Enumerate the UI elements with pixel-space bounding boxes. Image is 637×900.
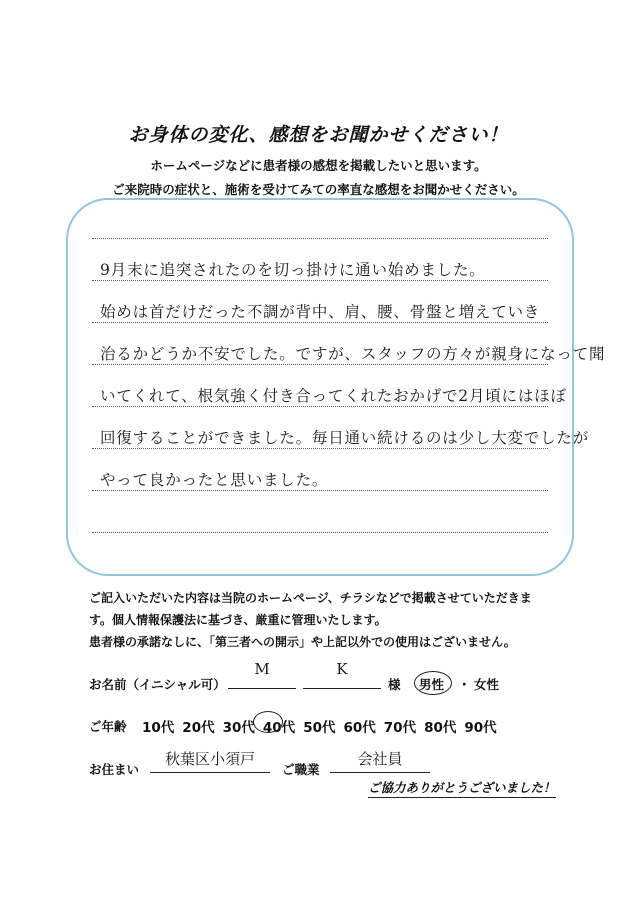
age-label: ご年齢 — [89, 719, 127, 734]
writing-rule — [92, 364, 548, 365]
gender-selected-mark — [414, 671, 452, 695]
age-option[interactable]: 30代 — [222, 720, 255, 736]
age-options — [142, 716, 497, 736]
initial-last[interactable]: K — [336, 660, 348, 678]
age-option[interactable]: 20代 — [182, 720, 215, 736]
page-title: お身体の変化、感想をお聞かせください！ — [128, 124, 509, 146]
address-value[interactable]: 秋葉区小須戸 — [164, 750, 255, 768]
initial-first[interactable]: M — [254, 660, 270, 678]
thanks-message: ご協力ありがとうございました！ — [368, 778, 556, 798]
initial-first-line — [228, 688, 296, 689]
subtitle-2: ご来院時の症状と、施術を受けてみての率直な感想をお聞かせください。 — [112, 182, 525, 197]
age-option[interactable]: 80代 — [424, 720, 457, 736]
writing-rule — [92, 280, 548, 281]
age-option[interactable]: 60代 — [343, 720, 376, 736]
notice-line-3: 患者様の承諾なしに、「第三者への開示」や上記以外での使用はございません。 — [89, 635, 516, 649]
initial-last-line — [303, 688, 381, 689]
age-option[interactable]: 40代 — [262, 720, 296, 736]
job-label: ご職業 — [282, 762, 320, 777]
comment-line: 治るかどうか不安でした。ですが、スタッフの方々が親身になって聞 — [100, 345, 606, 363]
gender-female[interactable]: 女性 — [474, 677, 500, 692]
address-line — [150, 772, 270, 773]
writing-rule — [92, 322, 548, 323]
age-option[interactable]: 10代 — [142, 720, 175, 736]
notice-line-1: ご記入いただいた内容は当院のホームページ、チラシなどで掲載させていただきま — [89, 591, 532, 605]
notice-line-2: す。個人情報保護法に基づき、厳重に管理いたします。 — [89, 613, 387, 627]
age-option[interactable]: 70代 — [383, 720, 417, 736]
comment-line: 回復することができました。毎日通い続けるのは少し大変でしたが — [100, 429, 590, 447]
honorific: 様 — [388, 677, 401, 692]
name-label: お名前（イニシャル可） — [89, 677, 226, 692]
writing-rule — [92, 532, 548, 533]
writing-rule — [92, 448, 548, 449]
comment-line: やって良かったと思いました。 — [100, 471, 329, 489]
job-line — [330, 772, 430, 773]
writing-rule — [92, 238, 548, 239]
comment-line: いてくれて、根気強く付き合ってくれたおかげで2月頃にはほぼ — [100, 387, 567, 405]
comment-line: 始めは首だけだった不調が背中、肩、腰、骨盤と増えていき — [100, 303, 541, 321]
comment-line: 9月末に追突されたのを切っ掛けに通い始めました。 — [100, 261, 486, 279]
address-label: お住まい — [89, 762, 140, 777]
age-selected-mark — [253, 711, 283, 733]
writing-rule — [92, 406, 548, 407]
job-value[interactable]: 会社員 — [357, 750, 403, 768]
age-option[interactable]: 50代 — [303, 720, 336, 736]
gender-male[interactable]: 男性 — [419, 677, 445, 692]
subtitle-1: ホームページなどに患者様の感想を掲載したいと思います。 — [150, 158, 487, 173]
age-option[interactable]: 90代 — [464, 720, 497, 736]
writing-rule — [92, 490, 548, 491]
gender-separator: ・ — [458, 677, 471, 692]
